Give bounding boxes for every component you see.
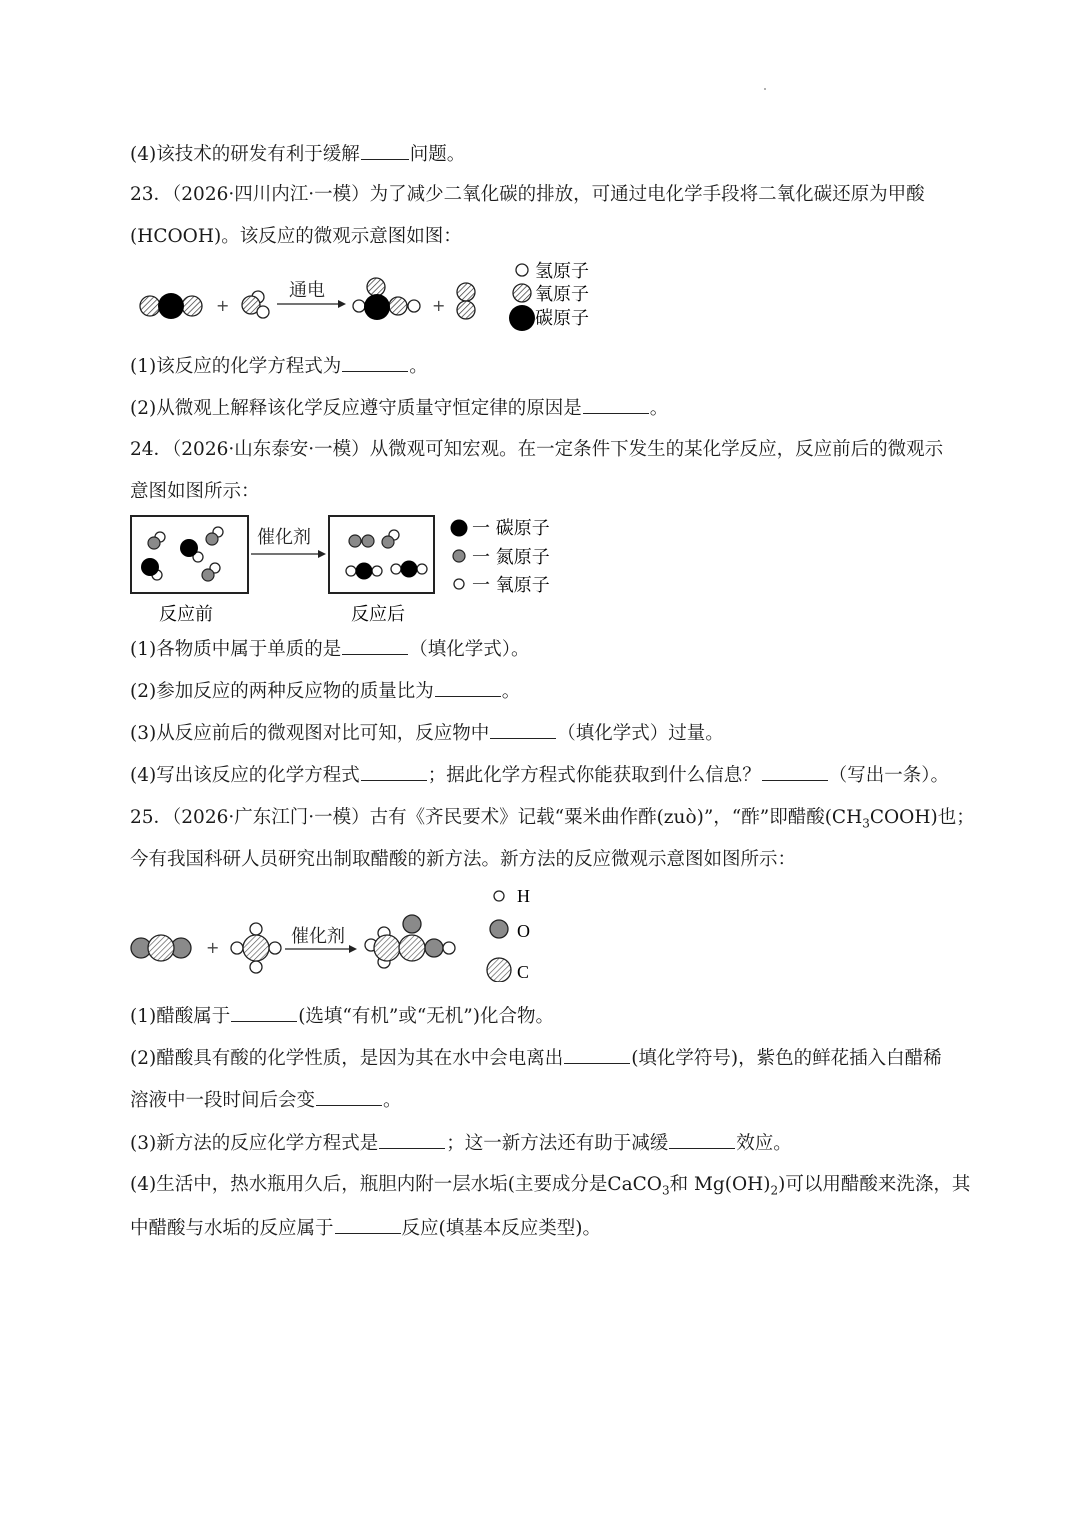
o2-molecule [457, 283, 475, 319]
answer-blank[interactable] [490, 720, 556, 739]
q25-part3-tail: 效应。 [736, 1133, 792, 1154]
q24-part4-mid: ；据此化学方程式你能获取到什么信息？ [427, 765, 761, 786]
legend-oxygen-icon [454, 579, 464, 589]
carbon-atom [180, 539, 198, 557]
q24-reaction-diagram [128, 512, 568, 630]
q25-part2-text: (2)醋酸具有酸的化学性质，是因为其在水中会电离出 [130, 1048, 564, 1069]
carbon-atom [158, 293, 184, 319]
q22-part4 [130, 141, 465, 167]
nitrogen-atom [148, 537, 160, 549]
answer-blank[interactable] [361, 141, 409, 160]
carbon-atom [399, 935, 425, 961]
q24-stem-line1: 24．（2026·山东泰安·一模）从微观可知宏观。在一定条件下发生的某化学反应，反应前后的微观示 [130, 439, 944, 460]
nitrogen-atom [349, 535, 361, 547]
q25-part4b-text: 中醋酸与水垢的反应属于 [130, 1218, 334, 1239]
answer-blank[interactable] [342, 636, 408, 655]
answer-blank[interactable] [361, 762, 427, 781]
q24-part3 [130, 720, 724, 746]
answer-blank[interactable] [335, 1215, 401, 1234]
q25-part4-mid: 和 Mg(OH) [669, 1174, 771, 1195]
legend-hydrogen-label: H [517, 886, 530, 906]
oxygen-atom [389, 297, 407, 315]
legend-carbon-label: 碳原子 [535, 308, 589, 329]
hydrogen-atom [257, 306, 269, 318]
answer-blank[interactable] [316, 1087, 382, 1106]
q25-reaction-diagram [128, 882, 548, 982]
answer-blank[interactable] [762, 762, 828, 781]
q23-part2 [130, 395, 668, 421]
q24-part3-tail: （填化学式）过量。 [557, 723, 724, 744]
catalyst-label: 催化剂 [291, 926, 345, 947]
oxygen-atom [425, 939, 443, 957]
q25-stem-line2: 今有我国科研人员研究出制取醋酸的新方法。新方法的反应微观示意图如图所示： [130, 849, 797, 870]
legend-oxygen-label: 氧原子 [535, 284, 589, 305]
q25-part4-cont [130, 1215, 601, 1241]
q23-stem-line2: (HCOOH)。该反应的微观示意图如图： [130, 226, 462, 247]
q25-part4-tail: )可以用醋酸来洗涤，其 [778, 1174, 971, 1195]
oxygen-atom [346, 566, 356, 576]
answer-blank[interactable] [564, 1045, 630, 1064]
hydrogen-atom [269, 942, 281, 954]
q25-part1-text: (1)醋酸属于 [130, 1006, 231, 1027]
q25-stem-text: 25．（2026·广东江门·一模）古有《齐民要术》记载“粟米曲作酢(zuò)”，“酢”即醋酸(CH [130, 807, 863, 828]
q25-part4b-tail: 反应(填基本反应类型)。 [401, 1218, 601, 1239]
legend-hydrogen-label: 氢原子 [535, 261, 589, 282]
answer-blank[interactable] [669, 1130, 735, 1149]
q24-part2-tail: 。 [501, 681, 521, 702]
legend-oxygen-label: 一 氧原子 [472, 575, 550, 596]
q24-part4-text: (4)写出该反应的化学方程式 [130, 765, 360, 786]
q24-part4-tail: （写出一条）。 [828, 765, 949, 786]
q23-part2-tail: 。 [649, 398, 669, 419]
subscript: 3 [862, 816, 870, 831]
carbon-atom [401, 561, 418, 578]
carbon-atom [374, 935, 400, 961]
hydrogen-atom [231, 942, 243, 954]
oxygen-atom [182, 296, 202, 316]
oxygen-atom [417, 564, 427, 574]
hydrogen-atom [250, 923, 262, 935]
legend-nitrogen-icon [453, 550, 465, 562]
q24-stem-line2: 意图如图所示： [130, 481, 260, 502]
water-molecule [242, 291, 269, 318]
arrow-head-icon [338, 300, 346, 308]
co2-molecule [131, 935, 191, 961]
hydrogen-atom [443, 942, 455, 954]
legend-carbon-icon [509, 305, 535, 331]
q25-part1 [130, 1003, 554, 1029]
q25-part2b-text: 溶液中一段时间后会变 [130, 1090, 316, 1111]
oxygen-atom [367, 278, 385, 296]
arrow-head-icon [349, 945, 357, 953]
nitrogen-atom [202, 569, 214, 581]
q23-part1-text: (1)该反应的化学方程式为 [130, 356, 342, 377]
carbon-atom [356, 563, 373, 580]
oxygen-atom [391, 564, 401, 574]
q25-part3-mid: ；这一新方法还有助于减缓 [446, 1133, 669, 1154]
answer-blank[interactable] [435, 678, 501, 697]
q25-part3-text: (3)新方法的反应化学方程式是 [130, 1133, 379, 1154]
legend-carbon-label: 一 碳原子 [472, 518, 550, 539]
hydrogen-atom [408, 300, 420, 312]
nitrogen-atom [362, 535, 374, 547]
q23-stem-line1: 23．（2026·四川内江·一模）为了减少二氧化碳的排放，可通过电化学手段将二氧化碳还原为甲酸 [130, 184, 925, 205]
legend-nitrogen-label: 一 氮原子 [472, 547, 550, 568]
before-caption: 反应前 [159, 604, 213, 625]
legend-carbon-label: C [517, 962, 530, 982]
acetic-acid-molecule [365, 915, 455, 968]
q24-part1-text: (1)各物质中属于单质的是 [130, 639, 342, 660]
q25-stem-tail: COOH)也； [869, 807, 975, 828]
q25-part2-cont [130, 1087, 402, 1113]
carbon-atom [148, 935, 174, 961]
nitrogen-atom [206, 533, 218, 545]
answer-blank[interactable] [583, 395, 649, 414]
after-box [329, 516, 434, 593]
subscript: 2 [770, 1183, 779, 1198]
legend-hydrogen-icon [516, 264, 528, 276]
q25-part4-text: (4)生活中，热水瓶用久后，瓶胆内附一层水垢(主要成分是CaCO [130, 1174, 662, 1195]
arrow-head-icon [318, 550, 326, 558]
carbon-atom [364, 294, 390, 320]
nitrogen-atom [382, 536, 394, 548]
after-caption: 反应后 [351, 604, 405, 625]
legend-carbon-icon [451, 520, 468, 537]
oxygen-atom [140, 296, 160, 316]
q25-part4 [130, 1173, 970, 1197]
legend-oxygen-icon [513, 284, 531, 302]
hydrogen-atom [353, 300, 365, 312]
answer-blank[interactable] [379, 1130, 445, 1149]
q25-part2b-tail: 。 [383, 1090, 402, 1111]
legend-oxygen-icon [490, 920, 508, 938]
q22-part4-tail: 问题。 [409, 144, 466, 165]
answer-blank[interactable] [342, 353, 408, 372]
oxygen-atom [403, 915, 421, 933]
q24-part3-text: (3)从反应前后的微观图对比可知，反应物中 [130, 723, 490, 744]
q23-part1 [130, 353, 428, 379]
legend-hydrogen-icon [494, 891, 504, 901]
q25-part2 [130, 1045, 942, 1071]
oxygen-atom [457, 283, 475, 301]
ch4-molecule [231, 923, 281, 973]
q23-part2-text: (2)从微观上解释该化学反应遵守质量守恒定律的原因是 [130, 398, 582, 419]
q24-part2-text: (2)参加反应的两种反应物的质量比为 [130, 681, 434, 702]
q23-part1-tail: 。 [409, 356, 428, 377]
answer-blank[interactable] [231, 1003, 297, 1022]
q22-part4-text: (4)该技术的研发有利于缓解 [130, 144, 360, 165]
q24-part2 [130, 678, 520, 704]
q24-part1 [130, 636, 529, 662]
plus-sign: + [432, 296, 446, 315]
carbon-atom [243, 935, 269, 961]
q25-part3 [130, 1130, 792, 1156]
catalyst-label: 催化剂 [257, 527, 311, 548]
q24-part4 [130, 762, 949, 788]
carbon-atom [141, 558, 159, 576]
plus-sign: + [206, 938, 220, 957]
hcooh-molecule [353, 278, 420, 320]
q24-part1-tail: （填化学式）。 [409, 639, 530, 660]
co2-molecule [140, 293, 202, 319]
legend-carbon-icon [487, 958, 511, 982]
q25-part1-tail: (选填“有机”或“无机”)化合物。 [298, 1006, 554, 1027]
hydrogen-atom [250, 961, 262, 973]
legend-oxygen-label: O [517, 921, 530, 941]
condition-label: 通电 [289, 280, 325, 301]
oxygen-atom [457, 301, 475, 319]
subscript: 3 [661, 1183, 670, 1198]
plus-sign: + [216, 296, 230, 315]
q25-part2-tail: (填化学符号)，紫色的鲜花插入白醋稀 [631, 1048, 942, 1069]
page-speck [764, 88, 766, 90]
q25-stem-line1 [130, 806, 975, 830]
q23-reaction-diagram [130, 258, 610, 338]
oxygen-atom [372, 566, 382, 576]
